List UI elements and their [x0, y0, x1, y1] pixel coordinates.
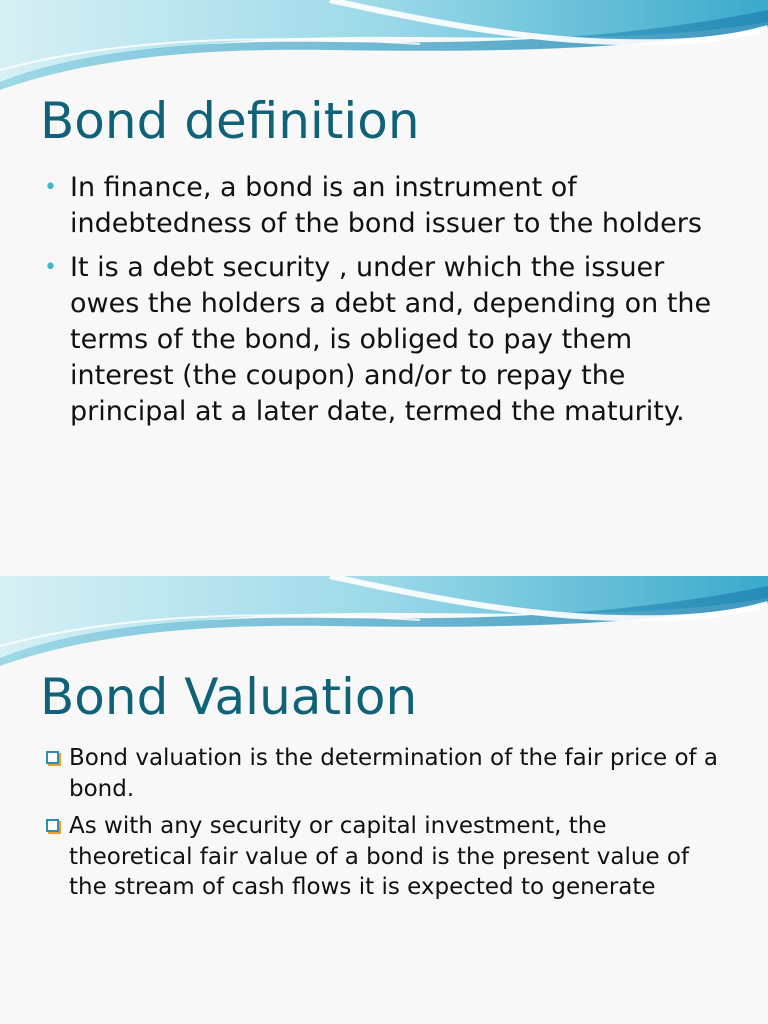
list-item [46, 811, 726, 903]
bullet-list [46, 743, 726, 910]
slide-bond-valuation [0, 576, 768, 1024]
bullet-text: Bond valuation is the determination of the fair price of a bond. [69, 745, 719, 802]
dot-bullet-icon: • [44, 175, 57, 200]
list-item [42, 250, 722, 430]
checkbox-bullet-icon [46, 751, 59, 764]
bullet-list [42, 170, 722, 438]
slide-title: Bond definition [40, 92, 420, 150]
list-item [42, 170, 722, 242]
bullet-text: It is a debt security , under which the issuer owes the holders a debt and, depending on the terms of the bond, is obliged to pay them interest (the coupon) and/or to repay the principal at a later date, termed the maturity. [70, 252, 712, 427]
list-item [46, 743, 726, 804]
wave-swoosh-decoration [0, 0, 768, 90]
slide-title: Bond Valuation [40, 668, 418, 726]
checkbox-bullet-icon [46, 819, 59, 832]
wave-swoosh-decoration [0, 576, 768, 666]
dot-bullet-icon: • [44, 255, 57, 280]
bullet-text: As with any security or capital investment, the theoretical fair value of a bond is the present value of the stream of cash flows it is expected to generate [69, 813, 690, 900]
bullet-text: In finance, a bond is an instrument of indebtedness of the bond issuer to the holders [70, 172, 702, 239]
